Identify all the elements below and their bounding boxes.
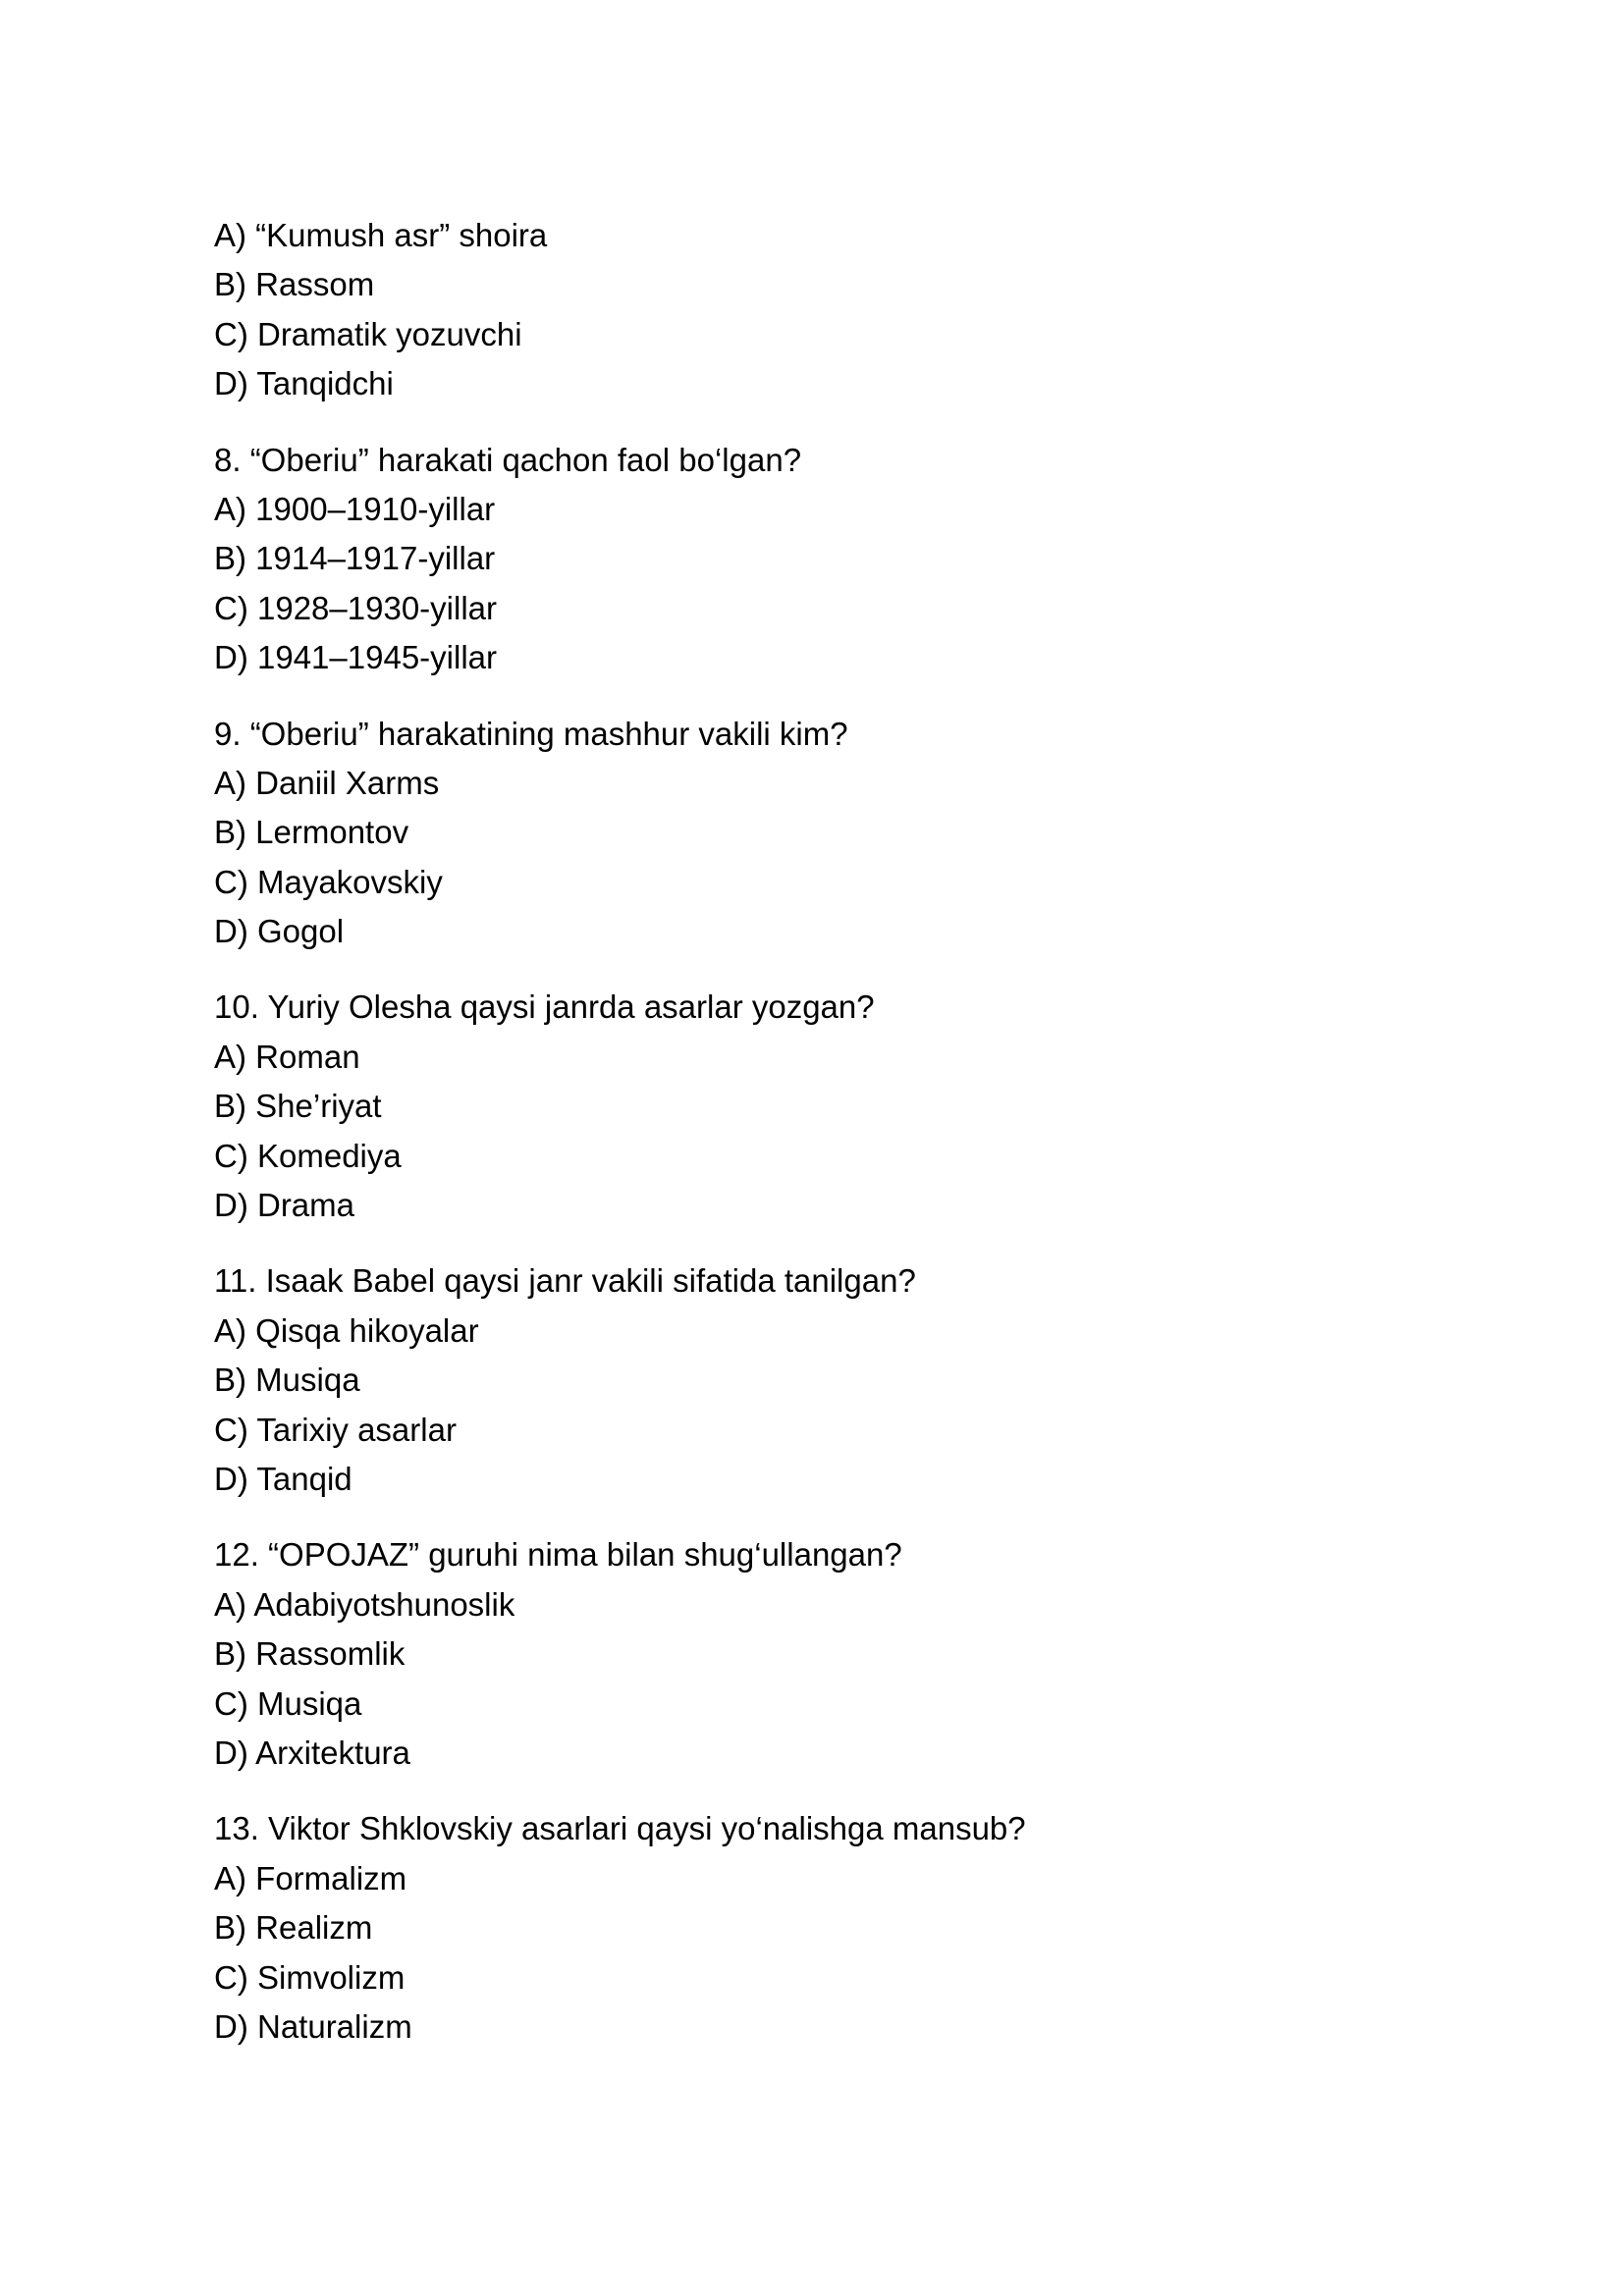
option-d: D) Gogol: [214, 913, 345, 950]
option-d: D) Arxitektura: [214, 1734, 410, 1771]
option-c: C) Simvolizm: [214, 1958, 406, 1996]
document-page: [214, 211, 1412, 2078]
question-block: [214, 1804, 1412, 2052]
option-a: A) Roman: [214, 1038, 360, 1075]
question-text: 8. “Oberiu” harakati qachon faol bo‘lgan?: [214, 441, 802, 478]
option-a: A) Qisqa hikoyalar: [214, 1311, 479, 1349]
option-c: C) Tarixiy asarlar: [214, 1411, 457, 1448]
question-block: [214, 710, 1412, 957]
question-text: 10. Yuriy Olesha qaysi janrda asarlar yozgan?: [214, 988, 875, 1026]
option-d: D) Tanqid: [214, 1460, 352, 1497]
option-b: B) Musiqa: [214, 1362, 360, 1399]
option-d: D) 1941–1945-yillar: [214, 639, 497, 676]
question-text: 13. Viktor Shklovskiy asarlari qaysi yo‘nalishga mansub?: [214, 1810, 1026, 1847]
question-text: 12. “OPOJAZ” guruhi nima bilan shug‘ullangan?: [214, 1536, 902, 1574]
option-a: A) Formalizm: [214, 1859, 407, 1896]
option-a: A) 1900–1910-yillar: [214, 490, 496, 527]
option-b: B) Lermontov: [214, 814, 409, 851]
option-c: C) Musiqa: [214, 1684, 362, 1722]
question-block: [214, 211, 1412, 409]
option-a: A) “Kumush asr” shoira: [214, 217, 548, 253]
option-d: D) Drama: [214, 1187, 355, 1224]
option-b: B) Rassom: [214, 266, 375, 303]
option-b: B) She’riyat: [214, 1088, 382, 1125]
question-block: [214, 1256, 1412, 1504]
option-c: C) 1928–1930-yillar: [214, 589, 497, 626]
option-a: A) Adabiyotshunoslik: [214, 1585, 515, 1623]
option-d: D) Naturalizm: [214, 2007, 412, 2045]
option-d: D) Tanqidchi: [214, 365, 394, 402]
question-text: 9. “Oberiu” harakatining mashhur vakili kim?: [214, 715, 848, 752]
option-c: C) Mayakovskiy: [214, 863, 443, 900]
option-b: B) 1914–1917-yillar: [214, 540, 496, 577]
option-b: B) Realizm: [214, 1909, 373, 1947]
question-block: [214, 1530, 1412, 1778]
option-a: A) Daniil Xarms: [214, 764, 440, 801]
question-block: [214, 436, 1412, 683]
option-b: B) Rassomlik: [214, 1635, 406, 1673]
question-block: [214, 983, 1412, 1230]
option-c: C) Komediya: [214, 1137, 402, 1174]
question-text: 11. Isaak Babel qaysi janr vakili sifatida tanilgan?: [214, 1262, 916, 1300]
option-c: C) Dramatik yozuvchi: [214, 315, 522, 352]
